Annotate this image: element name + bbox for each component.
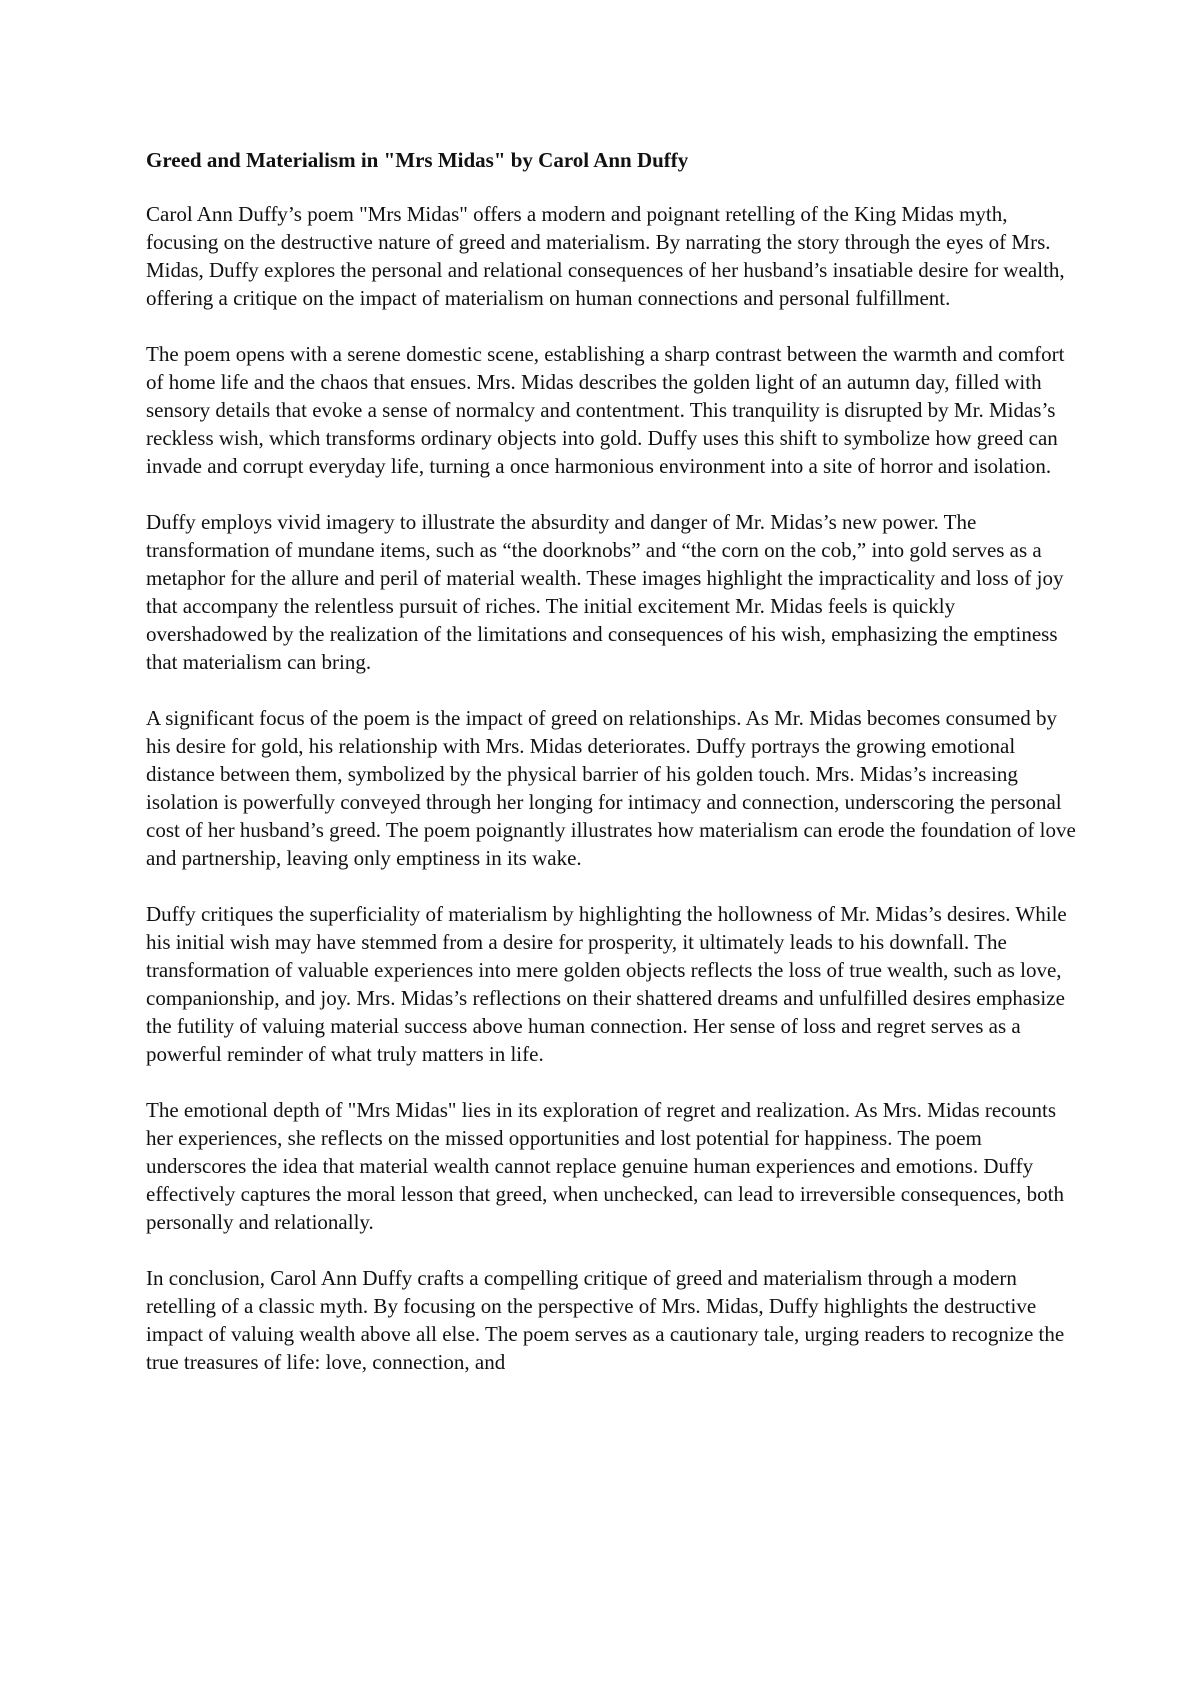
paragraph-relationships: A significant focus of the poem is the impact of greed on relationships. As Mr. Midas becomes consumed by his desire for gold, his relationship with Mrs. Midas deteriorates. Duffy portrays the growing emotional distance between them, symbolized by the physical barrier of his golden touch. Mrs. Midas’s increasing isolation is powerfully conveyed through her longing for intimacy and connection, underscoring the personal cost of her husband’s greed. The poem poignantly illustrates how materialism can erode the foundation of love and partnership, leaving only emptiness in its wake. [146,706,1076,870]
document-page [146,146,1076,1404]
paragraph-introduction: Carol Ann Duffy’s poem "Mrs Midas" offers a modern and poignant retelling of the King Midas myth, focusing on the destructive nature of greed and materialism. By narrating the story through the eyes of Mrs. Midas, Duffy explores the personal and relational consequences of her husband’s insatiable desire for wealth, offering a critique on the impact of materialism on human connections and personal fulfillment. [146,202,1065,310]
paragraph-conclusion: In conclusion, Carol Ann Duffy crafts a compelling critique of greed and materialism through a modern retelling of a classic myth. By focusing on the perspective of Mrs. Midas, Duffy highlights the destructive impact of valuing wealth above all else. The poem serves as a cautionary tale, urging readers to recognize the true treasures of life: love, connection, and [146,1266,1065,1374]
paragraph-emotional-depth: The emotional depth of "Mrs Midas" lies in its exploration of regret and realization. As Mrs. Midas recounts her experiences, she reflects on the missed opportunities and lost potential for happiness. The poem underscores the idea that material wealth cannot replace genuine human experiences and emotions. Duffy effectively captures the moral lesson that greed, when unchecked, can lead to irreversible consequences, both personally and relationally. [146,1098,1064,1234]
paragraph-imagery: Duffy employs vivid imagery to illustrate the absurdity and danger of Mr. Midas’s new power. The transformation of mundane items, such as “the doorknobs” and “the corn on the cob,” into gold serves as a metaphor for the allure and peril of material wealth. These images highlight the impracticality and loss of joy that accompany the relentless pursuit of riches. The initial excitement Mr. Midas feels is quickly overshadowed by the realization of the limitations and consequences of his wish, emphasizing the emptiness that materialism can bring. [146,510,1064,674]
paragraph-opening-scene: The poem opens with a serene domestic scene, establishing a sharp contrast between the warmth and comfort of home life and the chaos that ensues. Mrs. Midas describes the golden light of an autumn day, filled with sensory details that evoke a sense of normalcy and contentment. This tranquility is disrupted by Mr. Midas’s reckless wish, which transforms ordinary objects into gold. Duffy uses this shift to symbolize how greed can invade and corrupt everyday life, turning a once harmonious environment into a site of horror and isolation. [146,342,1065,478]
document-title: Greed and Materialism in "Mrs Midas" by Carol Ann Duffy [146,148,689,172]
paragraph-superficiality: Duffy critiques the superficiality of materialism by highlighting the hollowness of Mr. Midas’s desires. While his initial wish may have stemmed from a desire for prosperity, it ultimately leads to his downfall. The transformation of valuable experiences into mere golden objects reflects the loss of true wealth, such as love, companionship, and joy. Mrs. Midas’s reflections on their shattered dreams and unfulfilled desires emphasize the futility of valuing material success above human connection. Her sense of loss and regret serves as a powerful reminder of what truly matters in life. [146,902,1067,1066]
